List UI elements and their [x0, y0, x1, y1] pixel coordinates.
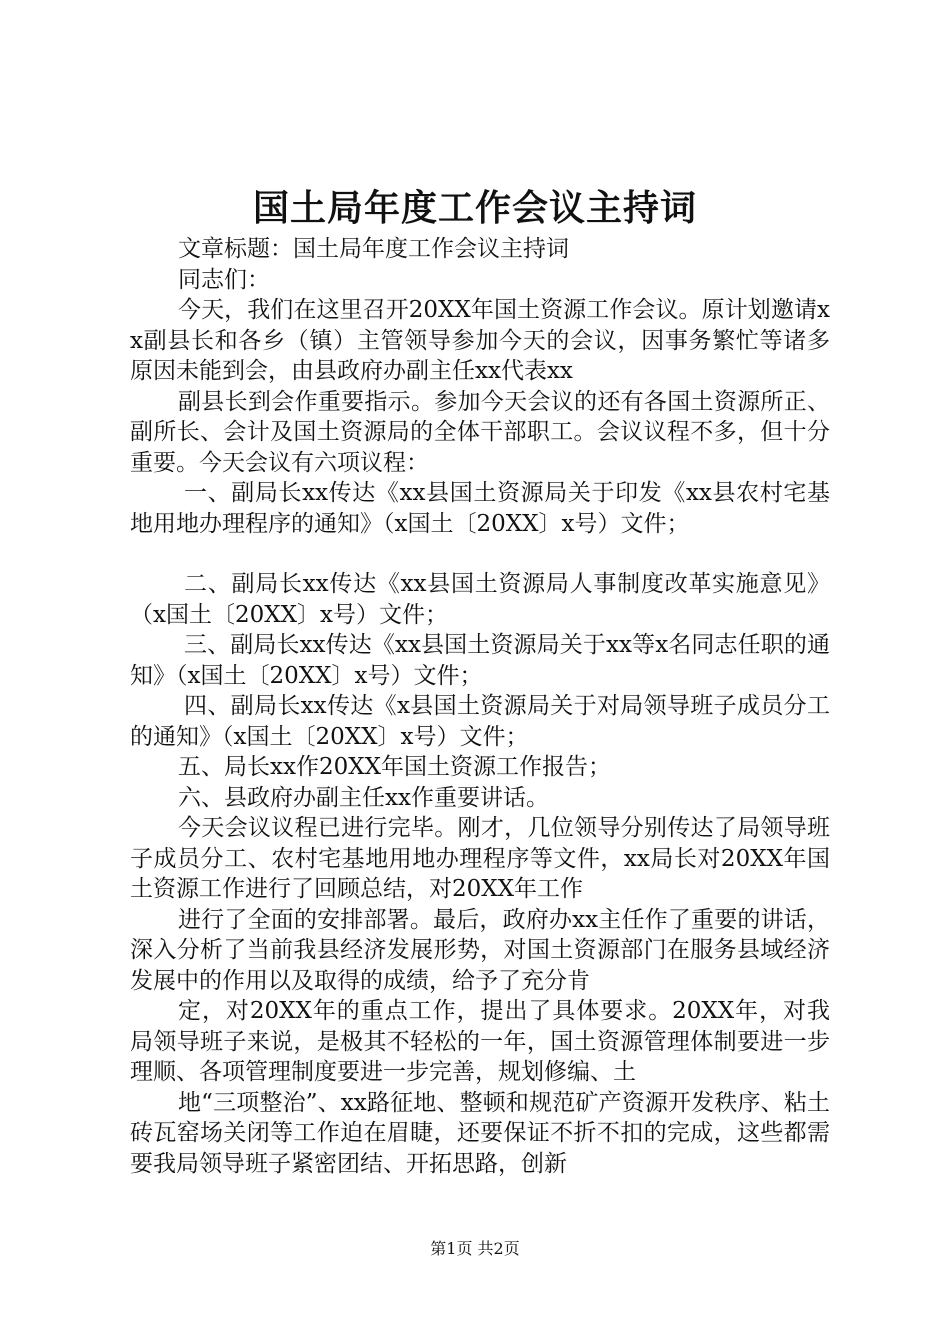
paragraph-agenda-item-4: 四、副局长xx传达《x县国土资源局关于对局领导班子成员分工的通知》（x国土〔20XX〕x号）文件； [130, 693, 830, 750]
paragraph-requirements: 定，对20XX年的重点工作，提出了具体要求。20XX年，对我局领导班子来说，是极其不轻松的一年，国土资源管理体制要进一步理顺、各项管理制度要进一步完善，规划修编、土 [130, 998, 830, 1085]
paragraph-salutation: 同志们： [178, 266, 270, 293]
paragraph-summary-continued: 进行了全面的安排部署。最后，政府办xx主任作了重要的讲话，深入分析了当前我县经济发展形势，对国土资源部门在服务县域经济发展中的作用以及取得的成绩，给予了充分肯 [130, 906, 830, 994]
paragraph-summary: 今天会议议程已进行完毕。刚才，几位领导分别传达了局领导班子成员分工、农村宅基地用地办理程序等文件，xx局长对20XX年国土资源工作进行了回顾总结，对20XX年工作 [130, 815, 830, 902]
paragraph-article-title: 文章标题：国土局年度工作会议主持词 [178, 236, 569, 262]
document-title: 国土局年度工作会议主持词 [252, 187, 697, 229]
paragraph-agenda-intro: 副县长到会作重要指示。参加今天会议的还有各国土资源所正、副所长、会计及国土资源局的全体干部职工。会议议程不多，但十分重要。今天会议有六项议程： [130, 388, 830, 476]
document-body [130, 234, 830, 1179]
paragraph-tasks: 地“三项整治”、xx路征地、整顿和规范矿产资源开发秩序、粘土砖瓦窑场关闭等工作迫在眉睫，还要保证不折不扣的完成，这些都需要我局领导班子紧密团结、开拓思路，创新 [130, 1089, 830, 1177]
paragraph-agenda-item-6: 六、县政府办副主任xx作重要讲话。 [178, 784, 549, 811]
paragraph-agenda-item-3: 三、副局长xx传达《xx县国土资源局关于xx等x名同志任职的通知》（x国土〔20XX〕x号）文件； [130, 632, 830, 689]
paragraph-agenda-item-2: 二、副局长xx传达《xx县国土资源局人事制度改革实施意见》（x国土〔20XX〕x号）文件； [130, 571, 830, 628]
paragraph-agenda-item-5: 五、局长xx作20XX年国土资源工作报告； [178, 754, 611, 780]
paragraph-opening: 今天，我们在这里召开20XX年国土资源工作会议。原计划邀请xx副县长和各乡（镇）主管领导参加今天的会议，因事务繁忙等诸多原因未能到会，由县政府办副主任xx代表xx [130, 297, 830, 384]
paragraph-agenda-item-1: 一、副局长xx传达《xx县国土资源局关于印发《xx县农村宅基地用地办理程序的通知》（x国土〔20XX〕x号）文件； [130, 480, 830, 537]
page-indicator: 第1页 共2页 [430, 1239, 520, 1258]
